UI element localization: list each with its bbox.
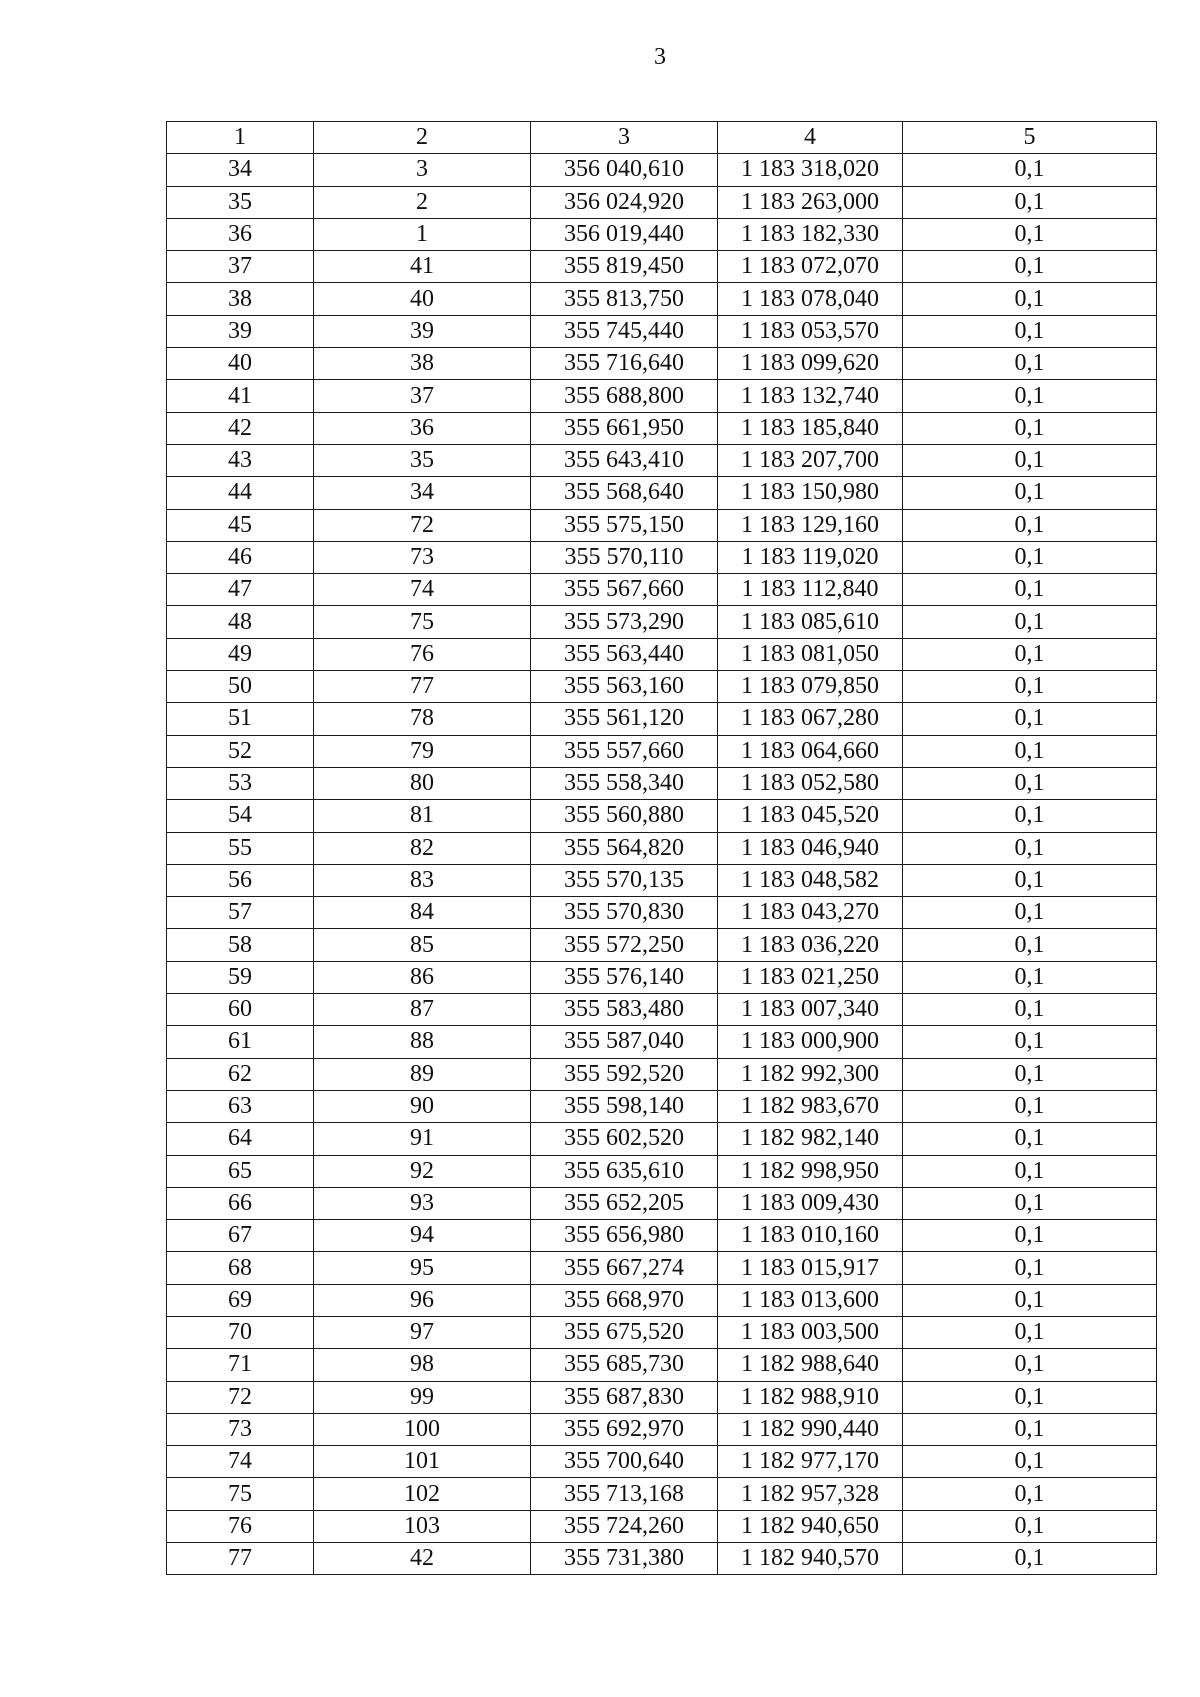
source-point-cell: 79 xyxy=(314,735,531,767)
x-coordinate-cell: 356 024,920 xyxy=(531,186,718,218)
y-coordinate-cell: 1 183 182,330 xyxy=(718,218,903,250)
accuracy-cell: 0,1 xyxy=(903,897,1157,929)
source-point-cell: 72 xyxy=(314,509,531,541)
x-coordinate-cell: 355 598,140 xyxy=(531,1090,718,1122)
table-row xyxy=(167,186,1157,218)
page-number: 3 xyxy=(654,44,666,70)
accuracy-cell: 0,1 xyxy=(903,477,1157,509)
accuracy-cell: 0,1 xyxy=(903,154,1157,186)
point-number-cell: 73 xyxy=(167,1413,314,1445)
y-coordinate-cell: 1 183 318,020 xyxy=(718,154,903,186)
table-row xyxy=(167,864,1157,896)
accuracy-cell: 0,1 xyxy=(903,864,1157,896)
source-point-cell: 41 xyxy=(314,251,531,283)
y-coordinate-cell: 1 183 078,040 xyxy=(718,283,903,315)
source-point-cell: 37 xyxy=(314,380,531,412)
accuracy-cell: 0,1 xyxy=(903,832,1157,864)
source-point-cell: 34 xyxy=(314,477,531,509)
source-point-cell: 90 xyxy=(314,1090,531,1122)
point-number-cell: 57 xyxy=(167,897,314,929)
y-coordinate-cell: 1 182 982,140 xyxy=(718,1123,903,1155)
x-coordinate-cell: 355 661,950 xyxy=(531,412,718,444)
x-coordinate-cell: 355 745,440 xyxy=(531,315,718,347)
point-number-cell: 39 xyxy=(167,315,314,347)
x-coordinate-cell: 355 635,610 xyxy=(531,1155,718,1187)
table-row xyxy=(167,767,1157,799)
accuracy-cell: 0,1 xyxy=(903,638,1157,670)
accuracy-cell: 0,1 xyxy=(903,1252,1157,1284)
x-coordinate-cell: 355 602,520 xyxy=(531,1123,718,1155)
source-point-cell: 89 xyxy=(314,1058,531,1090)
table-row xyxy=(167,541,1157,573)
accuracy-cell: 0,1 xyxy=(903,1349,1157,1381)
point-number-cell: 53 xyxy=(167,767,314,799)
source-point-cell: 91 xyxy=(314,1123,531,1155)
point-number-cell: 56 xyxy=(167,864,314,896)
point-number-cell: 61 xyxy=(167,1026,314,1058)
table-row xyxy=(167,832,1157,864)
table-row xyxy=(167,1349,1157,1381)
x-coordinate-cell: 355 563,440 xyxy=(531,638,718,670)
source-point-cell: 86 xyxy=(314,961,531,993)
point-number-cell: 51 xyxy=(167,703,314,735)
accuracy-cell: 0,1 xyxy=(903,1510,1157,1542)
y-coordinate-cell: 1 182 940,650 xyxy=(718,1510,903,1542)
point-number-cell: 74 xyxy=(167,1446,314,1478)
point-number-cell: 75 xyxy=(167,1478,314,1510)
source-point-cell: 94 xyxy=(314,1220,531,1252)
x-coordinate-cell: 355 592,520 xyxy=(531,1058,718,1090)
y-coordinate-cell: 1 183 045,520 xyxy=(718,800,903,832)
table-row xyxy=(167,283,1157,315)
source-point-cell: 84 xyxy=(314,897,531,929)
x-coordinate-cell: 355 561,120 xyxy=(531,703,718,735)
x-coordinate-cell: 355 713,168 xyxy=(531,1478,718,1510)
table-row xyxy=(167,1090,1157,1122)
x-coordinate-cell: 355 652,205 xyxy=(531,1187,718,1219)
point-number-cell: 43 xyxy=(167,444,314,476)
y-coordinate-cell: 1 182 983,670 xyxy=(718,1090,903,1122)
point-number-cell: 54 xyxy=(167,800,314,832)
accuracy-cell: 0,1 xyxy=(903,767,1157,799)
point-number-cell: 55 xyxy=(167,832,314,864)
source-point-cell: 103 xyxy=(314,1510,531,1542)
source-point-cell: 97 xyxy=(314,1316,531,1348)
y-coordinate-cell: 1 183 010,160 xyxy=(718,1220,903,1252)
table-row xyxy=(167,1220,1157,1252)
y-coordinate-cell: 1 183 150,980 xyxy=(718,477,903,509)
point-number-cell: 47 xyxy=(167,574,314,606)
accuracy-cell: 0,1 xyxy=(903,961,1157,993)
x-coordinate-cell: 355 716,640 xyxy=(531,348,718,380)
accuracy-cell: 0,1 xyxy=(903,1316,1157,1348)
point-number-cell: 59 xyxy=(167,961,314,993)
accuracy-cell: 0,1 xyxy=(903,348,1157,380)
source-point-cell: 36 xyxy=(314,412,531,444)
point-number-cell: 65 xyxy=(167,1155,314,1187)
table-row xyxy=(167,154,1157,186)
table-row xyxy=(167,735,1157,767)
accuracy-cell: 0,1 xyxy=(903,735,1157,767)
accuracy-cell: 0,1 xyxy=(903,509,1157,541)
source-point-cell: 74 xyxy=(314,574,531,606)
y-coordinate-cell: 1 183 207,700 xyxy=(718,444,903,476)
point-number-cell: 66 xyxy=(167,1187,314,1219)
accuracy-cell: 0,1 xyxy=(903,1090,1157,1122)
accuracy-cell: 0,1 xyxy=(903,574,1157,606)
x-coordinate-cell: 355 643,410 xyxy=(531,444,718,476)
accuracy-cell: 0,1 xyxy=(903,994,1157,1026)
table-row xyxy=(167,606,1157,638)
table-row xyxy=(167,1123,1157,1155)
y-coordinate-cell: 1 183 036,220 xyxy=(718,929,903,961)
source-point-cell: 99 xyxy=(314,1381,531,1413)
y-coordinate-cell: 1 183 048,582 xyxy=(718,864,903,896)
source-point-cell: 82 xyxy=(314,832,531,864)
table-row xyxy=(167,251,1157,283)
point-number-cell: 72 xyxy=(167,1381,314,1413)
accuracy-cell: 0,1 xyxy=(903,929,1157,961)
source-point-cell: 35 xyxy=(314,444,531,476)
x-coordinate-cell: 355 583,480 xyxy=(531,994,718,1026)
x-coordinate-cell: 355 675,520 xyxy=(531,1316,718,1348)
table-row xyxy=(167,348,1157,380)
accuracy-cell: 0,1 xyxy=(903,1543,1157,1575)
source-point-cell: 76 xyxy=(314,638,531,670)
table-row xyxy=(167,1187,1157,1219)
y-coordinate-cell: 1 182 988,910 xyxy=(718,1381,903,1413)
table-row xyxy=(167,994,1157,1026)
point-number-cell: 37 xyxy=(167,251,314,283)
x-coordinate-cell: 355 667,274 xyxy=(531,1252,718,1284)
point-number-cell: 69 xyxy=(167,1284,314,1316)
point-number-cell: 45 xyxy=(167,509,314,541)
y-coordinate-cell: 1 183 007,340 xyxy=(718,994,903,1026)
y-coordinate-cell: 1 183 046,940 xyxy=(718,832,903,864)
y-coordinate-cell: 1 183 072,070 xyxy=(718,251,903,283)
y-coordinate-cell: 1 183 119,020 xyxy=(718,541,903,573)
table-row xyxy=(167,218,1157,250)
table-row xyxy=(167,1543,1157,1575)
y-coordinate-cell: 1 183 112,840 xyxy=(718,574,903,606)
y-coordinate-cell: 1 183 081,050 xyxy=(718,638,903,670)
x-coordinate-cell: 355 570,830 xyxy=(531,897,718,929)
table-row xyxy=(167,1026,1157,1058)
table-row xyxy=(167,444,1157,476)
accuracy-cell: 0,1 xyxy=(903,251,1157,283)
point-number-cell: 34 xyxy=(167,154,314,186)
source-point-cell: 78 xyxy=(314,703,531,735)
source-point-cell: 2 xyxy=(314,186,531,218)
table-row xyxy=(167,929,1157,961)
y-coordinate-cell: 1 182 988,640 xyxy=(718,1349,903,1381)
accuracy-cell: 0,1 xyxy=(903,444,1157,476)
point-number-cell: 40 xyxy=(167,348,314,380)
accuracy-cell: 0,1 xyxy=(903,703,1157,735)
table-row xyxy=(167,380,1157,412)
table-row xyxy=(167,800,1157,832)
y-coordinate-cell: 1 183 185,840 xyxy=(718,412,903,444)
accuracy-cell: 0,1 xyxy=(903,283,1157,315)
y-coordinate-cell: 1 183 085,610 xyxy=(718,606,903,638)
source-point-cell: 39 xyxy=(314,315,531,347)
source-point-cell: 38 xyxy=(314,348,531,380)
x-coordinate-cell: 355 692,970 xyxy=(531,1413,718,1445)
table-row xyxy=(167,638,1157,670)
table-row xyxy=(167,315,1157,347)
point-number-cell: 50 xyxy=(167,671,314,703)
y-coordinate-cell: 1 183 021,250 xyxy=(718,961,903,993)
x-coordinate-cell: 355 700,640 xyxy=(531,1446,718,1478)
accuracy-cell: 0,1 xyxy=(903,315,1157,347)
table-row xyxy=(167,961,1157,993)
y-coordinate-cell: 1 183 003,500 xyxy=(718,1316,903,1348)
x-coordinate-cell: 355 558,340 xyxy=(531,767,718,799)
table-row xyxy=(167,1381,1157,1413)
point-number-cell: 63 xyxy=(167,1090,314,1122)
source-point-cell: 101 xyxy=(314,1446,531,1478)
accuracy-cell: 0,1 xyxy=(903,1026,1157,1058)
accuracy-cell: 0,1 xyxy=(903,1058,1157,1090)
x-coordinate-cell: 355 573,290 xyxy=(531,606,718,638)
point-number-cell: 62 xyxy=(167,1058,314,1090)
table-row xyxy=(167,1316,1157,1348)
accuracy-cell: 0,1 xyxy=(903,1220,1157,1252)
y-coordinate-cell: 1 182 990,440 xyxy=(718,1413,903,1445)
point-number-cell: 64 xyxy=(167,1123,314,1155)
x-coordinate-cell: 355 563,160 xyxy=(531,671,718,703)
accuracy-cell: 0,1 xyxy=(903,800,1157,832)
accuracy-cell: 0,1 xyxy=(903,606,1157,638)
y-coordinate-cell: 1 183 043,270 xyxy=(718,897,903,929)
point-number-cell: 44 xyxy=(167,477,314,509)
source-point-cell: 85 xyxy=(314,929,531,961)
source-point-cell: 88 xyxy=(314,1026,531,1058)
column-header: 2 xyxy=(314,122,531,154)
table-row xyxy=(167,509,1157,541)
x-coordinate-cell: 355 557,660 xyxy=(531,735,718,767)
table-row xyxy=(167,574,1157,606)
x-coordinate-cell: 355 656,980 xyxy=(531,1220,718,1252)
y-coordinate-cell: 1 183 015,917 xyxy=(718,1252,903,1284)
point-number-cell: 58 xyxy=(167,929,314,961)
accuracy-cell: 0,1 xyxy=(903,1155,1157,1187)
y-coordinate-cell: 1 183 009,430 xyxy=(718,1187,903,1219)
point-number-cell: 68 xyxy=(167,1252,314,1284)
y-coordinate-cell: 1 182 977,170 xyxy=(718,1446,903,1478)
y-coordinate-cell: 1 183 000,900 xyxy=(718,1026,903,1058)
y-coordinate-cell: 1 183 064,660 xyxy=(718,735,903,767)
source-point-cell: 1 xyxy=(314,218,531,250)
point-number-cell: 71 xyxy=(167,1349,314,1381)
source-point-cell: 92 xyxy=(314,1155,531,1187)
source-point-cell: 40 xyxy=(314,283,531,315)
table-row xyxy=(167,1252,1157,1284)
x-coordinate-cell: 355 687,830 xyxy=(531,1381,718,1413)
y-coordinate-cell: 1 183 099,620 xyxy=(718,348,903,380)
table-row xyxy=(167,477,1157,509)
point-number-cell: 35 xyxy=(167,186,314,218)
accuracy-cell: 0,1 xyxy=(903,1123,1157,1155)
accuracy-cell: 0,1 xyxy=(903,671,1157,703)
source-point-cell: 93 xyxy=(314,1187,531,1219)
accuracy-cell: 0,1 xyxy=(903,1381,1157,1413)
y-coordinate-cell: 1 183 052,580 xyxy=(718,767,903,799)
source-point-cell: 81 xyxy=(314,800,531,832)
table-row xyxy=(167,1446,1157,1478)
x-coordinate-cell: 355 564,820 xyxy=(531,832,718,864)
x-coordinate-cell: 355 572,250 xyxy=(531,929,718,961)
x-coordinate-cell: 355 587,040 xyxy=(531,1026,718,1058)
column-header: 4 xyxy=(718,122,903,154)
point-number-cell: 70 xyxy=(167,1316,314,1348)
x-coordinate-cell: 355 731,380 xyxy=(531,1543,718,1575)
source-point-cell: 87 xyxy=(314,994,531,1026)
y-coordinate-cell: 1 183 067,280 xyxy=(718,703,903,735)
point-number-cell: 38 xyxy=(167,283,314,315)
table-row xyxy=(167,1284,1157,1316)
source-point-cell: 96 xyxy=(314,1284,531,1316)
source-point-cell: 75 xyxy=(314,606,531,638)
source-point-cell: 100 xyxy=(314,1413,531,1445)
point-number-cell: 77 xyxy=(167,1543,314,1575)
point-number-cell: 67 xyxy=(167,1220,314,1252)
table-row xyxy=(167,412,1157,444)
column-header: 3 xyxy=(531,122,718,154)
table-row xyxy=(167,897,1157,929)
table-header-row xyxy=(167,122,1157,154)
accuracy-cell: 0,1 xyxy=(903,380,1157,412)
accuracy-cell: 0,1 xyxy=(903,412,1157,444)
point-number-cell: 76 xyxy=(167,1510,314,1542)
x-coordinate-cell: 355 567,660 xyxy=(531,574,718,606)
source-point-cell: 42 xyxy=(314,1543,531,1575)
x-coordinate-cell: 355 560,880 xyxy=(531,800,718,832)
point-number-cell: 48 xyxy=(167,606,314,638)
point-number-cell: 60 xyxy=(167,994,314,1026)
accuracy-cell: 0,1 xyxy=(903,218,1157,250)
source-point-cell: 80 xyxy=(314,767,531,799)
column-header: 1 xyxy=(167,122,314,154)
table-row xyxy=(167,703,1157,735)
y-coordinate-cell: 1 182 992,300 xyxy=(718,1058,903,1090)
x-coordinate-cell: 355 819,450 xyxy=(531,251,718,283)
point-number-cell: 46 xyxy=(167,541,314,573)
source-point-cell: 83 xyxy=(314,864,531,896)
source-point-cell: 95 xyxy=(314,1252,531,1284)
x-coordinate-cell: 355 576,140 xyxy=(531,961,718,993)
x-coordinate-cell: 355 724,260 xyxy=(531,1510,718,1542)
x-coordinate-cell: 355 685,730 xyxy=(531,1349,718,1381)
accuracy-cell: 0,1 xyxy=(903,1446,1157,1478)
y-coordinate-cell: 1 183 013,600 xyxy=(718,1284,903,1316)
x-coordinate-cell: 355 668,970 xyxy=(531,1284,718,1316)
y-coordinate-cell: 1 183 079,850 xyxy=(718,671,903,703)
x-coordinate-cell: 355 570,110 xyxy=(531,541,718,573)
x-coordinate-cell: 355 575,150 xyxy=(531,509,718,541)
x-coordinate-cell: 356 019,440 xyxy=(531,218,718,250)
coordinates-table xyxy=(166,121,1157,1575)
point-number-cell: 49 xyxy=(167,638,314,670)
x-coordinate-cell: 355 568,640 xyxy=(531,477,718,509)
y-coordinate-cell: 1 183 263,000 xyxy=(718,186,903,218)
table-row xyxy=(167,671,1157,703)
accuracy-cell: 0,1 xyxy=(903,1187,1157,1219)
accuracy-cell: 0,1 xyxy=(903,186,1157,218)
source-point-cell: 98 xyxy=(314,1349,531,1381)
source-point-cell: 102 xyxy=(314,1478,531,1510)
point-number-cell: 42 xyxy=(167,412,314,444)
accuracy-cell: 0,1 xyxy=(903,1413,1157,1445)
x-coordinate-cell: 355 813,750 xyxy=(531,283,718,315)
coordinates-table-body xyxy=(167,122,1157,1575)
accuracy-cell: 0,1 xyxy=(903,1478,1157,1510)
y-coordinate-cell: 1 183 129,160 xyxy=(718,509,903,541)
x-coordinate-cell: 356 040,610 xyxy=(531,154,718,186)
point-number-cell: 52 xyxy=(167,735,314,767)
y-coordinate-cell: 1 182 957,328 xyxy=(718,1478,903,1510)
accuracy-cell: 0,1 xyxy=(903,541,1157,573)
source-point-cell: 77 xyxy=(314,671,531,703)
y-coordinate-cell: 1 183 132,740 xyxy=(718,380,903,412)
y-coordinate-cell: 1 182 998,950 xyxy=(718,1155,903,1187)
column-header: 5 xyxy=(903,122,1157,154)
table-row xyxy=(167,1413,1157,1445)
accuracy-cell: 0,1 xyxy=(903,1284,1157,1316)
source-point-cell: 73 xyxy=(314,541,531,573)
x-coordinate-cell: 355 688,800 xyxy=(531,380,718,412)
point-number-cell: 36 xyxy=(167,218,314,250)
table-row xyxy=(167,1058,1157,1090)
source-point-cell: 3 xyxy=(314,154,531,186)
point-number-cell: 41 xyxy=(167,380,314,412)
table-row xyxy=(167,1155,1157,1187)
y-coordinate-cell: 1 183 053,570 xyxy=(718,315,903,347)
x-coordinate-cell: 355 570,135 xyxy=(531,864,718,896)
y-coordinate-cell: 1 182 940,570 xyxy=(718,1543,903,1575)
table-row xyxy=(167,1510,1157,1542)
table-row xyxy=(167,1478,1157,1510)
